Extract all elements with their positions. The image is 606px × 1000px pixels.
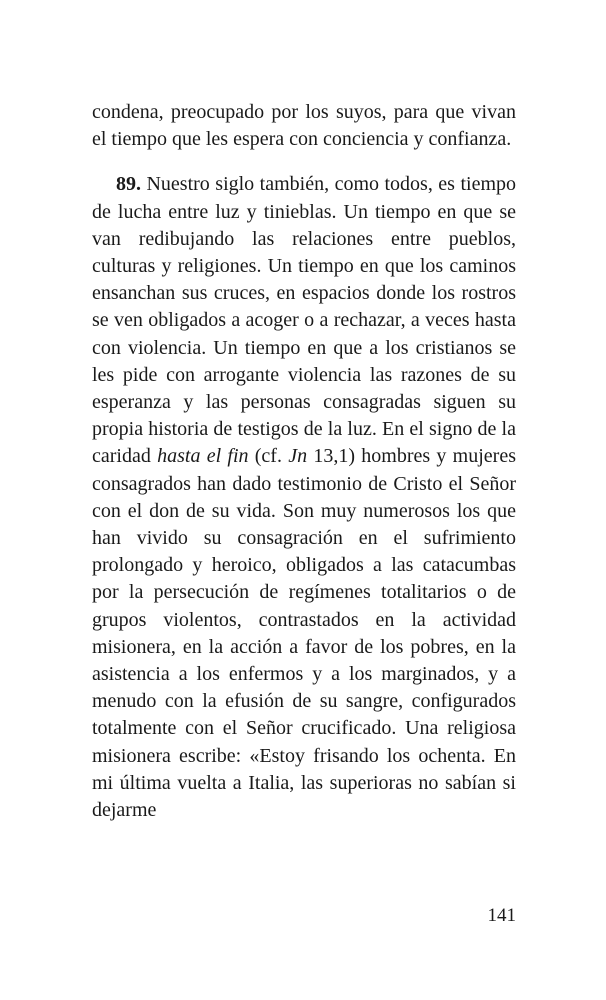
paragraph-continuation: condena, preocupado por los suyos, para que vivan el tiempo que les espera con conciencia y confianza.	[92, 101, 516, 151]
paragraph-text: (cf.	[248, 445, 289, 468]
italic-phrase: hasta el fin	[157, 445, 249, 468]
paragraph-text: Nuestro siglo también, como todos, es tiempo de lucha entre luz y tinieblas. Un tiempo en que se van redibujando las relaciones entre pueblos, culturas y religiones. Un tiempo en que los caminos ensanchan sus cruces, en espacios donde los rostros se ven obligados a acoger o a rechazar, a veces hasta con violencia. Un tiempo en que a los cristianos se les pide con arrogante violencia las razones de su esperanza y las personas consagradas siguen su propia historia de testigos de la luz. En el signo de la caridad	[92, 173, 516, 468]
page-number: 141	[487, 905, 516, 926]
paragraph-number: 89.	[116, 173, 141, 196]
page-body	[92, 99, 516, 824]
paragraph-text: 13,1) hombres y mujeres consagrados han dado testimonio de Cristo el Señor con el don de su vida. Son muy numerosos los que han vivido su consagración en el sufrimiento prolongado y heroico, obligados a las catacumbas por la persecución de regímenes totalitarios o de grupos violentos, contrastados en la actividad misionera, en la acción a favor de los pobres, en la asistencia a los enfermos y a los marginados, y a menudo con la efusión de su sangre, configurados totalmente con el Señor crucificado. Una religiosa misionera escribe: «Estoy frisando los ochenta. En mi última vuelta a Italia, las superioras no sabían si dejarme	[92, 445, 516, 822]
paragraph-89	[92, 171, 516, 824]
italic-reference: Jn	[288, 445, 308, 468]
